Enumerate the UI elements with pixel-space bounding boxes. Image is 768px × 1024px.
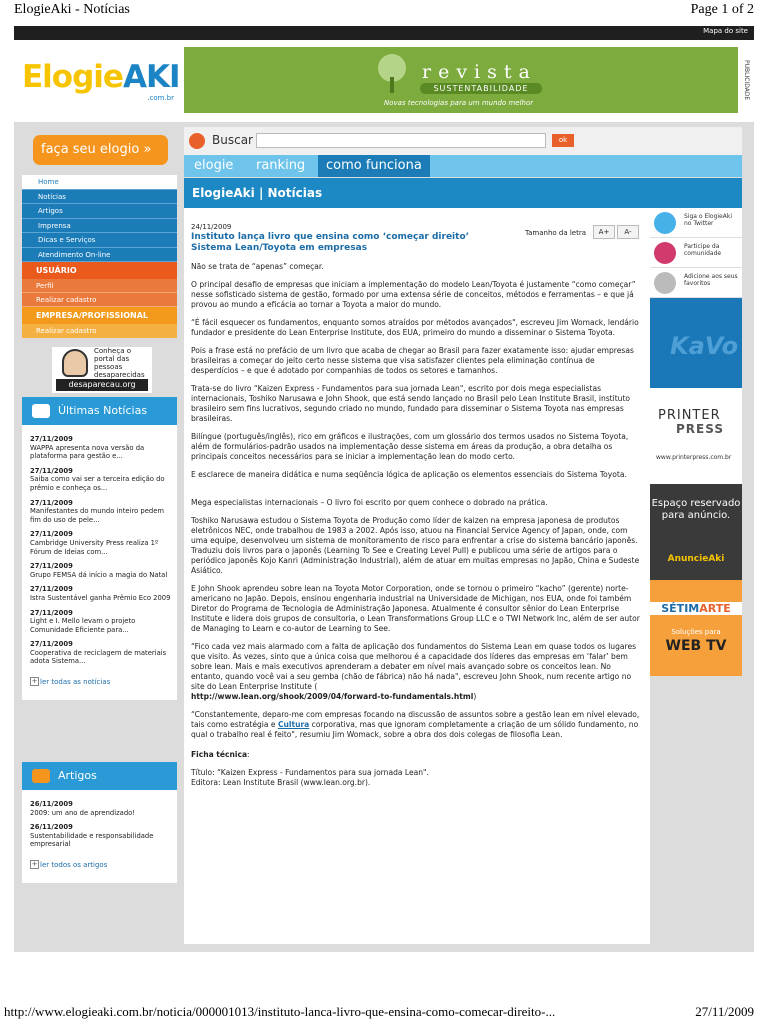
right-column — [650, 208, 742, 678]
sitemap-link[interactable]: Mapa do site — [703, 27, 748, 35]
print-title: ElogieAki - Notícias — [14, 2, 130, 17]
more-link[interactable]: + ler todas as notícias — [30, 678, 171, 686]
article-p5: Trata-se do livro “Kaizen Express - Fundamentos para sua jornada Lean", escrito por dois mega especialistas internacionais, Toshiko Narusawa e John Shook, que está sendo lançado no Brasil pelo Lean Institute Brasil, instituto brasileiro sem fins lucrativos, segundo criado no mundo, fundado para disseminar o Sistema Toyota nas empresas brasileiras. — [191, 384, 631, 423]
twitter-link[interactable] — [650, 208, 742, 238]
press-text: PRESS — [676, 422, 724, 436]
tab-como-funciona[interactable]: como funciona — [318, 155, 430, 177]
nav-dicas[interactable]: Dicas e Serviços — [22, 233, 177, 248]
usuario-section: USUÁRIO — [22, 262, 177, 279]
search-label: Buscar — [212, 133, 253, 147]
news-date: 26/11/2009 — [30, 800, 73, 808]
nav-home[interactable]: Home — [22, 175, 177, 190]
news-text[interactable]: Saiba como vai ser a terceira edição do prêmio e conheça os... — [30, 475, 165, 492]
usuario-cadastro[interactable]: Realizar cadastro — [22, 293, 177, 307]
desap-text3: pessoas — [94, 363, 123, 371]
nav-atendimento[interactable]: Atendimento On-line — [22, 248, 177, 263]
sidebar-nav — [22, 175, 177, 338]
news-text[interactable]: 2009: um ano de aprendizado! — [30, 808, 136, 817]
setima-text: SÉTIM — [661, 602, 700, 615]
lean-link[interactable]: http://www.lean.org/shook/2009/04/forward-to-fundamentals.html — [191, 692, 474, 701]
news-text[interactable]: Grupo FEMSA dá início a magia do Natal — [30, 570, 168, 579]
anuncie-text: AnuncieAki — [667, 554, 725, 564]
article — [184, 208, 650, 944]
publicidade-label: PUBLICIDADE — [743, 60, 750, 101]
news-date: 27/11/2009 — [30, 466, 73, 475]
article-p11-end: ) — [473, 692, 477, 701]
face-icon — [62, 349, 88, 377]
news-date: 27/11/2009 — [30, 562, 73, 571]
article-p12a: “Constantemente, deparo-me com empresas focando na discussão de assuntos sobre a gestão lean em nível elevado, tais como estratégia e — [191, 710, 640, 729]
news-date: 27/11/2009 — [30, 435, 73, 443]
news-item[interactable] — [30, 640, 171, 666]
more-link[interactable]: + ler todos os artigos — [30, 861, 171, 869]
logo-domain: .com.br — [147, 94, 174, 102]
anuncie-ad[interactable] — [650, 484, 742, 580]
print-page-number: Page 1 of 2 — [690, 2, 754, 17]
ficha-title: Ficha técnica — [191, 750, 248, 759]
solucoes-text: Soluções para — [671, 628, 721, 636]
article-title: Instituto lança livro que ensina como ‘começar direito’ Sistema Lean/Toyota em empresas — [191, 232, 470, 253]
ultimas-title: Últimas Notícias — [58, 404, 148, 417]
news-date: 27/11/2009 — [30, 608, 73, 617]
page-header: ElogieAki | Notícias — [184, 178, 742, 208]
article-date: 24/11/2009 — [191, 223, 232, 231]
print-date: 27/11/2009 — [695, 1004, 754, 1019]
banner-tagline: Novas tecnologias para um mundo melhor — [384, 99, 534, 107]
artigos-title: Artigos — [58, 769, 97, 782]
printer-press-ad[interactable] — [650, 388, 742, 484]
main-tabs — [184, 155, 742, 177]
banner-revista: revista — [422, 61, 537, 83]
nav-noticias[interactable]: Notícias — [22, 190, 177, 205]
font-minus-button[interactable]: A- — [617, 225, 639, 239]
desap-text2: portal das — [94, 355, 130, 363]
speech-bubble-icon — [32, 769, 50, 783]
top-bar — [14, 26, 754, 40]
article-p11 — [191, 642, 644, 702]
article-p7: E esclarece de maneira didática e numa seqüência lógica de aplicação os elementos essenciais do Sistema Toyota. — [191, 470, 627, 479]
news-text[interactable]: Cooperativa de reciclagem de materiais adota Sistema... — [30, 648, 167, 666]
tab-ranking[interactable]: ranking — [256, 158, 306, 173]
article-p11-text: “Fico cada vez mais alarmado com a falta de aplicação dos fundamentos do Sistema Lean em quase todos os lugares que visito. Às vezes, sinto que a única coisa que melhorou é a capacidade dos líderes das empresas em ‘falar’ bem sobre lean. Mais e mais executivos aprenderam a debater em nível mais avançado sobre os conceitos lean. No entanto, quando você vai a seu gemba (chão de fábrica) não há nada", escreveu John Shook, num recente artigo no site do Lean Enterprise Institute ( — [191, 642, 637, 691]
logo-part2: AKI — [122, 59, 180, 95]
orkut-text: Participe da comunidade — [684, 243, 722, 257]
favorites-icon — [654, 272, 676, 294]
desaparecidos-banner[interactable] — [52, 347, 152, 393]
favoritos-link[interactable] — [650, 268, 742, 298]
logo-part1: Elogie — [22, 59, 123, 95]
empresa-section: EMPRESA/PROFISSIONAL — [22, 307, 177, 324]
news-date: 27/11/2009 — [30, 585, 73, 594]
news-date: 27/11/2009 — [30, 640, 73, 649]
article-p1: Não se trata de “apenas” começar. — [191, 262, 324, 271]
usuario-perfil[interactable]: Perfil — [22, 279, 177, 293]
printer-url: www.printerpress.com.br — [656, 454, 732, 461]
font-plus-button[interactable]: A+ — [593, 225, 615, 239]
search-ok-button[interactable]: ok — [552, 134, 574, 147]
news-item[interactable] — [30, 609, 171, 635]
twitter-text: Siga o ElogieAki no Twitter — [684, 213, 732, 227]
orkut-icon — [654, 242, 676, 264]
search-icon — [189, 133, 205, 149]
news-text[interactable]: Manifestantes do mundo inteiro pedem fim do uso de pele... — [30, 507, 165, 524]
article-p12 — [191, 710, 644, 740]
newspaper-icon — [32, 404, 50, 418]
news-text[interactable]: WAPPA apresenta nova versão da plataforma para gestão e... — [30, 443, 145, 461]
banner-sustentabilidade: SUSTENTABILIDADE — [420, 83, 542, 94]
article-p6: Bilíngue (português/inglês), rico em gráficos e ilustrações, com um glossário dos termos usados no Sistema Toyota, além de formulários-padrão usados na implementação desse sistema em áreas da produção, a obra detalha os principais conceitos necessários para se iniciar a implementação lean do modo certo. — [191, 432, 629, 461]
news-item[interactable] — [30, 435, 171, 461]
news-date: 27/11/2009 — [30, 530, 73, 539]
orkut-link[interactable] — [650, 238, 742, 268]
search-input[interactable] — [256, 133, 546, 148]
desap-text1: Conheça o — [94, 347, 131, 355]
tree-icon — [374, 53, 410, 95]
banner-ad[interactable] — [184, 47, 738, 113]
print-url: http://www.elogieaki.com.br/noticia/000001013/instituto-lanca-livro-que-ensina-como-comecar-direito-... — [4, 1004, 556, 1019]
desap-site: desaparecau.org — [56, 379, 148, 391]
article-p3: “É fácil esquecer os fundamentos, enquanto somos atraídos por métodos avançados", escreveu Jim Womack, lendário fundador e presidente do Lean Enterprise Institute, dos EUA, primeiro do mundo a disseminar o Sistema Toyota. — [191, 318, 639, 337]
nav-imprensa[interactable]: Imprensa — [22, 219, 177, 234]
nav-artigos[interactable]: Artigos — [22, 204, 177, 219]
news-text[interactable]: Light e I. Mello levam o projeto Comunidade Eficiente para... — [30, 617, 136, 634]
ficha-1: Título: “Kaizen Express - Fundamentos para sua jornada Lean". — [191, 768, 429, 777]
news-item[interactable] — [30, 585, 171, 602]
webtv-text: WEB TV — [665, 638, 727, 654]
news-text[interactable]: Istra Sustentável ganha Prêmio Eco 2009 — [30, 593, 171, 602]
tab-elogie[interactable]: elogie — [194, 158, 234, 173]
news-date: 27/11/2009 — [30, 498, 73, 507]
news-item[interactable] — [30, 499, 171, 525]
kavo-logo: KaVo — [670, 332, 739, 360]
news-item[interactable] — [30, 467, 171, 493]
setima-arte-ad[interactable] — [650, 580, 742, 676]
favoritos-text: Adicione aos seus favoritos — [684, 273, 738, 287]
article-p12b: corporativa, mas que ignoram completamente a criação de um sólido fundamento, no qual o trabalho real é feito", resumiu Jim Womack, sobre a obra dos dois colegas de filosofia Lean. — [191, 720, 639, 739]
article-p10: E John Shook aprendeu sobre lean na Toyota Motor Corporation, onde se tornou o primeiro “kacho” (gerente) norte-americano no Japão. Depois, ensinou engenharia industrial na Universidade de Michigan, nos EUA, onde foi também Diretor do Programa de Tecnologia de Administração Japonesa. Atualmente é consultor sênior do Lean Enterprise Institute e lidera dois grupos de consultoria, o Lean Transformations Group LLC e o TWI Network Inc, além de ser autor de Managing to Learn e co-autor de Learning to See. — [191, 584, 640, 633]
desap-text4: desaparecidas — [94, 371, 145, 379]
article-p4: Pois a frase está no prefácio de um livro que acaba de chegar ao Brasil para fazer exatamente isso: ajudar empresas brasileiras a começar do jeito certo nesse sistema que visa satisfazer clientes pela eliminação contínua de desperdícios – e que é adotado por companhias de todos os setores e tamanhos. — [191, 346, 634, 375]
article-p2: O principal desafio de empresas que iniciam a implementação do modelo Lean/Toyota é justamente “como começar” nesse sofisticado sistema de gestão, formado por uma extensa série de conceitos, métodos e ferramentas – e que já provou ao mundo a eficácia ao tornar a Toyota a maior do mundo. — [191, 280, 636, 309]
empresa-cadastro[interactable]: Realizar cadastro — [22, 324, 177, 338]
site-logo[interactable] — [22, 58, 180, 108]
cultura-link[interactable]: Cultura — [277, 720, 310, 729]
kavo-ad[interactable] — [650, 298, 742, 388]
artigos-panel — [22, 762, 177, 883]
news-item[interactable] — [30, 800, 171, 817]
article-p9: Toshiko Narusawa estudou o Sistema Toyota de Produção como líder de kaizen na empresa japonesa de produtos eletrônicos NEC, onde trabalhou de 1983 a 2002. Após isso, atuou na Financial Service Agency of Japan, onde, com uma equipe, desenvolveu um sistema de monitoramento de risco para enfrentar a crise do sistema bancário japonês. Traduziu dois livros para o japonês (Learning To See e Creating Level Pull) e publicou uma série de artigos para o periódico japonês Kojo Kanri (Administração Industrial), além de atuar em muitas empresas no Japão, China e Sudeste Asiático. — [191, 516, 640, 575]
ficha-colon: : — [247, 750, 250, 759]
espaco-text: Espaço reservado para anúncio. — [651, 498, 741, 521]
news-item[interactable] — [30, 530, 171, 556]
article-p8: Mega especialistas internacionais – O livro foi escrito por quem conhece o dobrado na prática. — [191, 498, 548, 507]
printer-text: PRINTER — [658, 408, 721, 423]
news-date: 26/11/2009 — [30, 823, 73, 832]
news-item[interactable] — [30, 562, 171, 579]
faca-elogio-button[interactable]: faça seu elogio » — [33, 135, 168, 165]
news-text[interactable]: Cambridge University Press realiza 1º Fórum de Ideias com... — [30, 538, 159, 556]
arte-text: ARTE — [699, 602, 731, 615]
search-bar — [184, 127, 742, 155]
ultimas-noticias-panel — [22, 397, 177, 700]
font-size-label: Tamanho da letra — [525, 229, 587, 237]
ficha-2: Editora: Lean Institute Brasil (www.lean.org.br). — [191, 778, 371, 787]
news-text[interactable]: Sustentabilidade e responsabilidade empresarial — [30, 831, 154, 849]
news-item[interactable] — [30, 823, 171, 849]
twitter-icon — [654, 212, 676, 234]
